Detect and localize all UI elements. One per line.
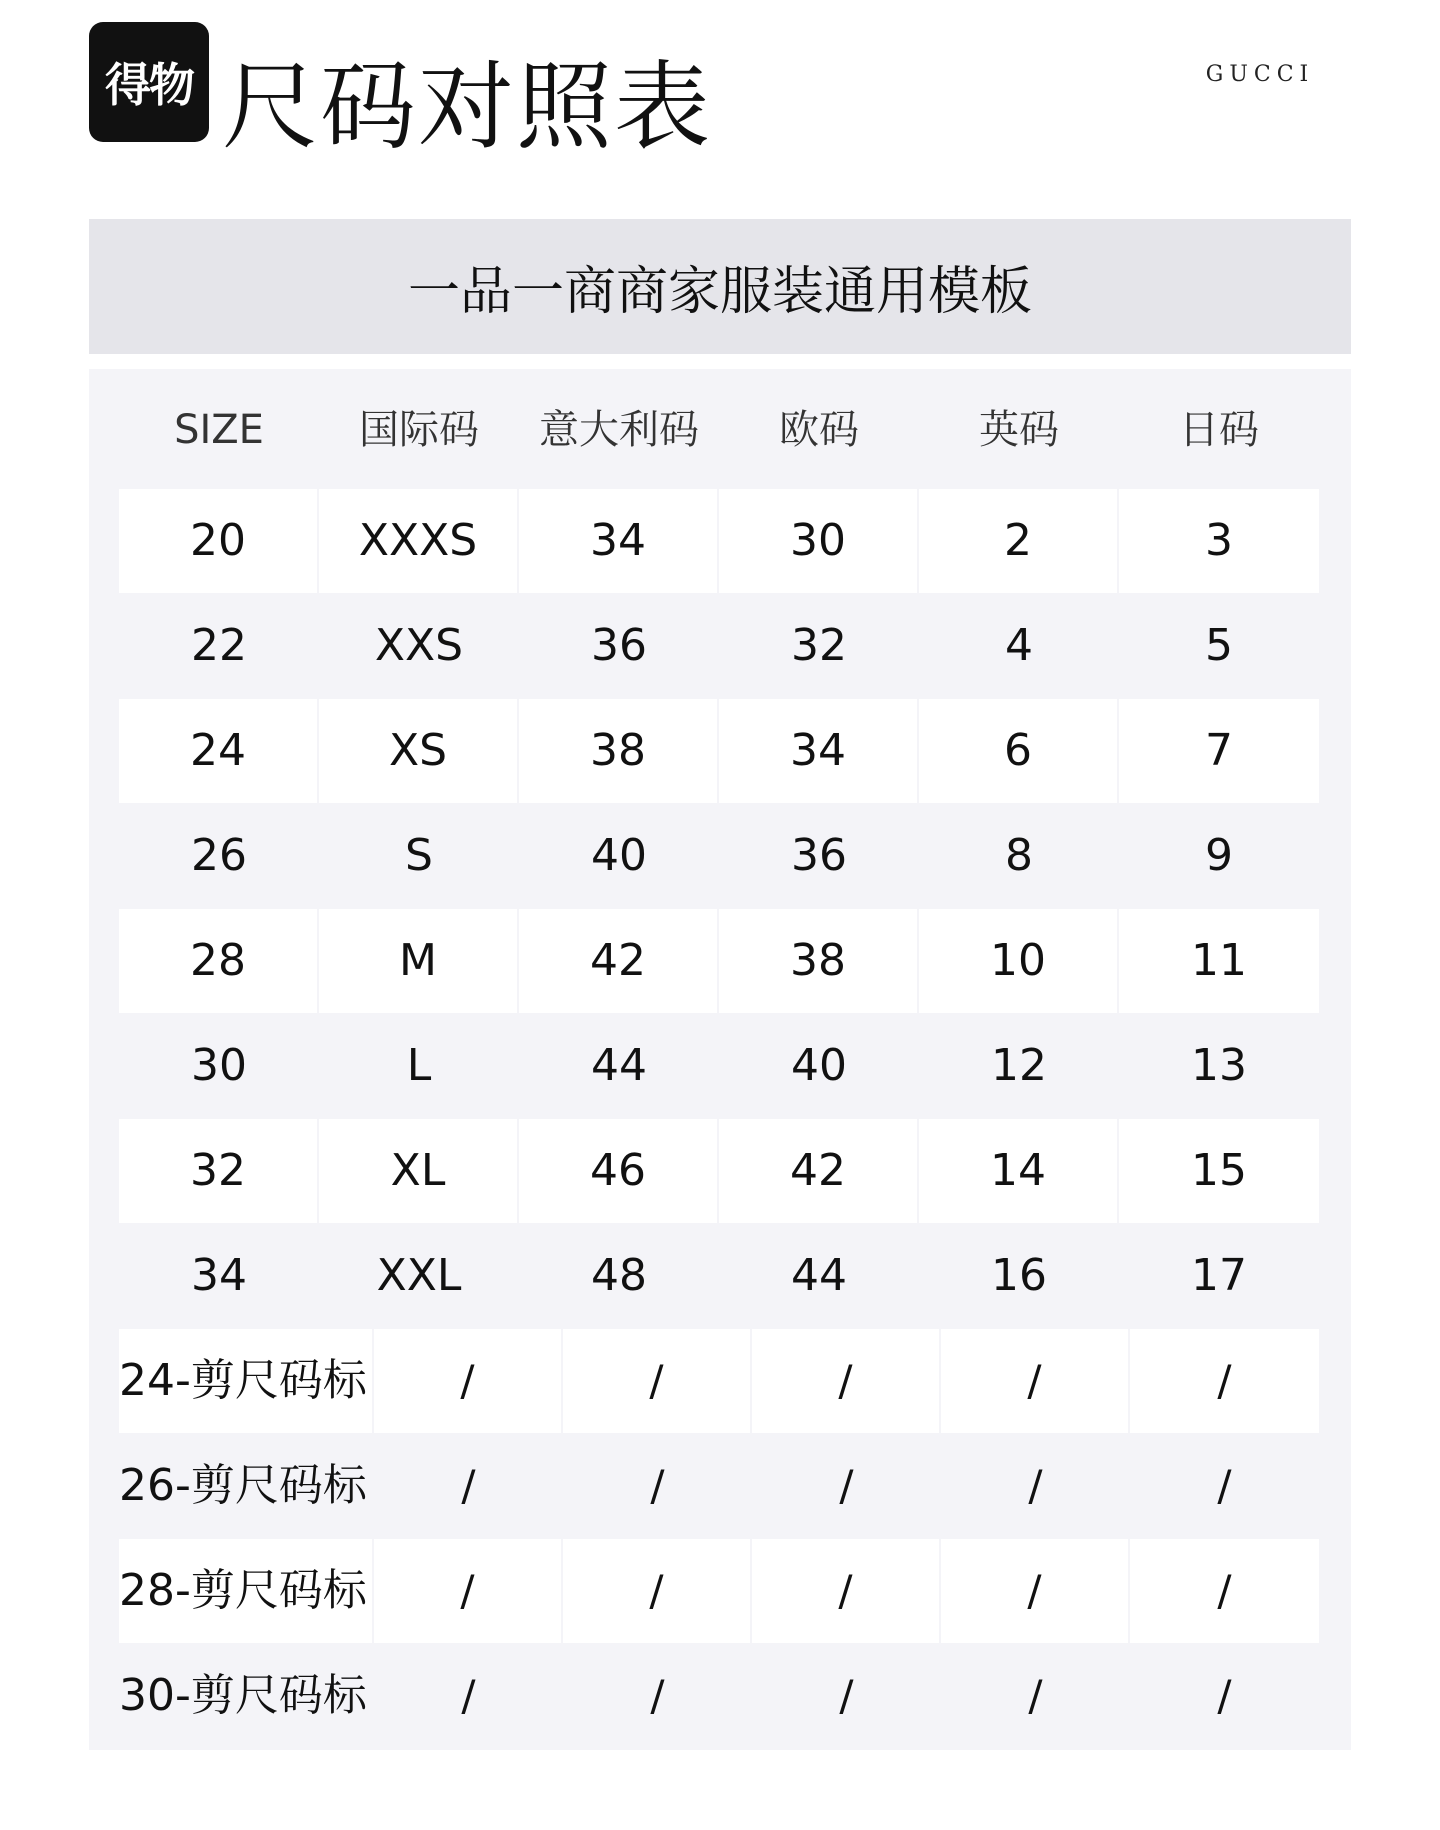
table-cell: 6: [919, 699, 1119, 803]
table-cell: XXL: [376, 1250, 462, 1301]
table-cell: 17: [1191, 1250, 1247, 1301]
template-banner: [89, 219, 1351, 354]
table-cell: /: [941, 1329, 1130, 1433]
column-header-international: 国际码: [359, 407, 479, 453]
table-cell: 40: [591, 830, 647, 881]
table-cell: /: [374, 1329, 563, 1433]
table-cell: /: [650, 1671, 665, 1720]
table-row: [119, 1644, 1319, 1748]
table-cell: XS: [319, 699, 519, 803]
dewu-logo: [89, 22, 209, 142]
table-cell: 46: [519, 1119, 719, 1223]
table-cell: 44: [591, 1040, 647, 1091]
table-cell: 30: [719, 489, 919, 593]
table-row: [119, 594, 1319, 698]
table-cell: 5: [1205, 620, 1233, 671]
table-cell: /: [563, 1329, 752, 1433]
table-cell: 34: [519, 489, 719, 593]
table-cell: 7: [1119, 699, 1319, 803]
table-cell: 4: [1005, 620, 1033, 671]
table-cell: /: [461, 1671, 476, 1720]
table-cell: M: [319, 909, 519, 1013]
table-cell: 10: [919, 909, 1119, 1013]
table-cell: /: [1130, 1539, 1319, 1643]
column-header-eu: 欧码: [779, 407, 859, 453]
table-cell: 42: [519, 909, 719, 1013]
table-cell: /: [650, 1461, 665, 1510]
table-cell: 40: [791, 1040, 847, 1091]
table-cell: 24-剪尺码标: [119, 1329, 374, 1433]
column-header-size: SIZE: [174, 407, 264, 453]
table-cell: 28: [119, 909, 319, 1013]
table-header-row: [119, 369, 1319, 489]
table-row: [119, 1329, 1319, 1433]
table-cell: /: [839, 1461, 854, 1510]
table-row: [119, 1434, 1319, 1538]
table-cell: /: [461, 1461, 476, 1510]
table-cell: 9: [1205, 830, 1233, 881]
table-cell: XXXS: [319, 489, 519, 593]
table-cell: 32: [791, 620, 847, 671]
table-cell: 30-剪尺码标: [119, 1670, 367, 1721]
table-cell: /: [752, 1329, 941, 1433]
table-cell: S: [405, 830, 433, 881]
table-row: [119, 699, 1319, 803]
table-cell: 3: [1119, 489, 1319, 593]
table-cell: /: [1217, 1461, 1232, 1510]
table-cell: 44: [791, 1250, 847, 1301]
table-cell: 24: [119, 699, 319, 803]
table-cell: 42: [719, 1119, 919, 1223]
table-cell: 16: [991, 1250, 1047, 1301]
table-cell: 34: [719, 699, 919, 803]
column-header-jp: 日码: [1179, 407, 1259, 453]
table-cell: XL: [319, 1119, 519, 1223]
table-cell: 8: [1005, 830, 1033, 881]
table-cell: /: [374, 1539, 563, 1643]
table-cell: 11: [1119, 909, 1319, 1013]
table-cell: 22: [191, 620, 247, 671]
table-cell: 30: [191, 1040, 247, 1091]
banner-text: 一品一商商家服装通用模板: [407, 262, 1032, 322]
table-cell: /: [1028, 1671, 1043, 1720]
table-cell: /: [1217, 1671, 1232, 1720]
table-cell: /: [839, 1671, 854, 1720]
table-cell: 36: [591, 620, 647, 671]
table-cell: /: [941, 1539, 1130, 1643]
table-cell: 26: [191, 830, 247, 881]
table-row: [119, 1014, 1319, 1118]
table-cell: 20: [119, 489, 319, 593]
table-cell: 34: [191, 1250, 247, 1301]
page-title: 尺码对照表: [222, 51, 712, 163]
table-cell: 13: [1191, 1040, 1247, 1091]
size-chart-table: [89, 369, 1351, 1750]
table-row: [119, 909, 1319, 1013]
table-cell: 12: [991, 1040, 1047, 1091]
table-cell: 26-剪尺码标: [119, 1460, 367, 1511]
table-cell: /: [563, 1539, 752, 1643]
table-row: [119, 1119, 1319, 1223]
table-cell: 2: [919, 489, 1119, 593]
table-cell: L: [406, 1040, 432, 1091]
column-header-uk: 英码: [979, 407, 1059, 453]
table-cell: 36: [791, 830, 847, 881]
table-cell: 48: [591, 1250, 647, 1301]
table-cell: 28-剪尺码标: [119, 1539, 374, 1643]
table-cell: /: [1130, 1329, 1319, 1433]
table-row: [119, 489, 1319, 593]
table-cell: /: [1028, 1461, 1043, 1510]
table-row: [119, 1539, 1319, 1643]
table-row: [119, 804, 1319, 908]
logo-text: 得物: [105, 58, 193, 112]
table-row: [119, 1224, 1319, 1328]
column-header-italy: 意大利码: [539, 407, 699, 453]
table-cell: 14: [919, 1119, 1119, 1223]
table-cell: 38: [519, 699, 719, 803]
table-cell: 38: [719, 909, 919, 1013]
table-cell: XXS: [374, 620, 464, 671]
table-cell: /: [752, 1539, 941, 1643]
brand-name: GUCCI: [1205, 62, 1315, 87]
table-cell: 32: [119, 1119, 319, 1223]
table-cell: 15: [1119, 1119, 1319, 1223]
